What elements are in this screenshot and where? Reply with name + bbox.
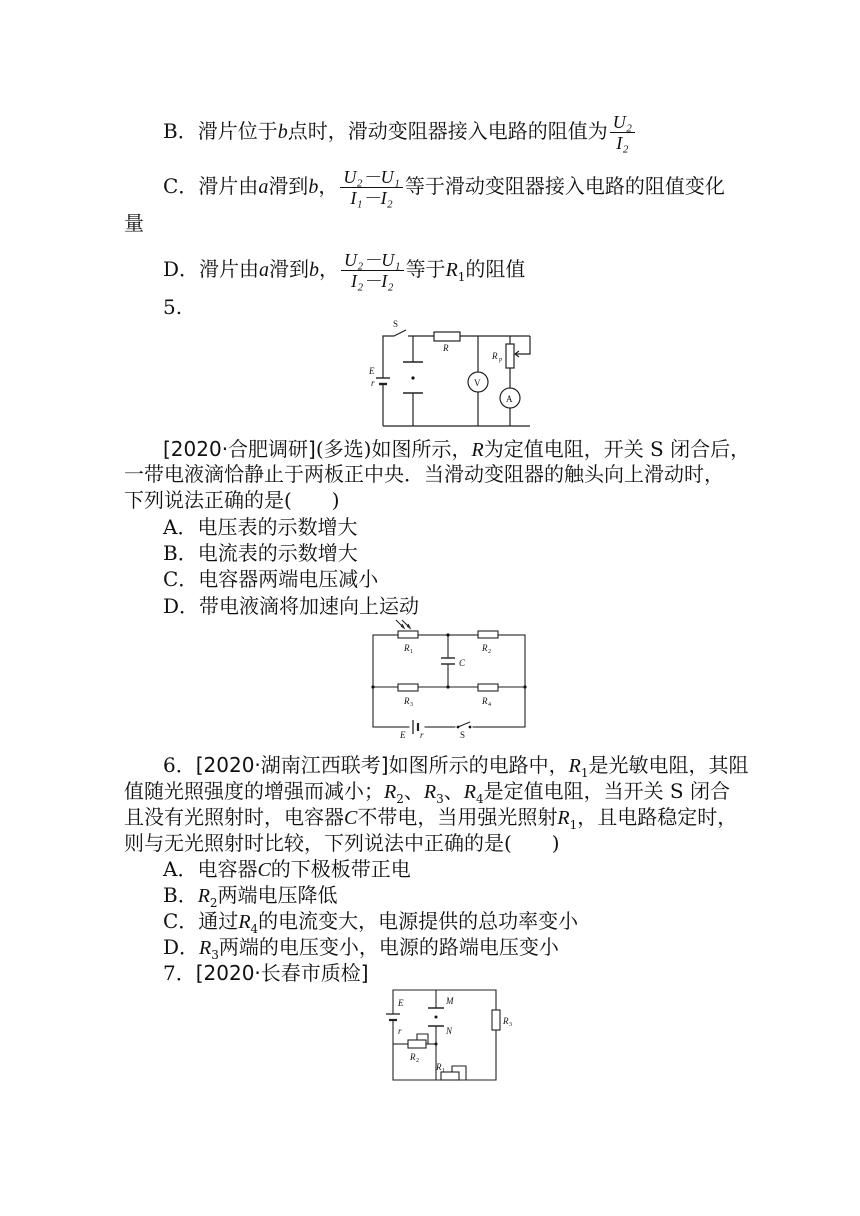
q4-option-c: C．滑片由a滑到b， $\frac{\text{U₂－U₁}}{\text{I₁－I₂}}$ 等于滑动变阻器接入电路的阻值变化 [163, 167, 725, 208]
q6-stem-line-3: 且没有光照射时，电容器C不带电，当用强光照射$R_1$，且电路稳定时， [124, 805, 738, 832]
q6-stem-line-4: 则与无光照射时比较，下列说法中正确的是( ) [124, 831, 560, 855]
q5-stem-line-3: 下列说法正确的是( ) [124, 488, 340, 512]
droplet-dot [411, 376, 414, 379]
svg-text:p: p [499, 357, 502, 363]
q6-option-c: C．通过$R_4$的电流变大，电源提供的总功率变小 [163, 909, 579, 936]
svg-text:R: R [503, 1016, 509, 1026]
resistor-r [434, 332, 460, 341]
svg-text:r: r [398, 1026, 402, 1036]
q6-circuit-diagram [366, 618, 532, 738]
q5-option-b: B．电流表的示数增大 [163, 541, 358, 565]
fraction-du-di: $\frac{\text{U₂－U₁}}{\text{I₁－I₂}}$ [340, 167, 403, 208]
q5-option-c: C．电容器两端电压减小 [163, 567, 379, 591]
q6-option-b: B．$R_2$两端电压降低 [163, 883, 338, 910]
q7-stem-line-1: 7．[2020·长春市质检] [163, 961, 369, 985]
svg-text:3: 3 [410, 702, 413, 708]
svg-text:A: A [506, 394, 513, 404]
svg-text:N: N [446, 1026, 453, 1036]
svg-text:S: S [460, 730, 466, 738]
q5-stem-line-2: 一带电液滴恰静止于两板正中央．当滑动变阻器的触头向上滑动时， [124, 462, 724, 486]
fraction-u2-i2: $\frac{\text{U₂}}{\text{I₂}}$ [610, 112, 635, 153]
q4-option-b: B．滑片位于b点时，滑动变阻器接入电路的阻值为 $\frac{\text{U₂}}{\text{I₂}}$ [163, 112, 637, 153]
svg-text:2: 2 [416, 1058, 419, 1064]
svg-text:r: r [420, 730, 424, 738]
q6-option-a: A．电容器C的下极板带正电 [163, 857, 411, 881]
q5-number: 5. [163, 295, 183, 319]
svg-text:1: 1 [442, 1068, 445, 1074]
q4-option-c-continued: 量 [124, 211, 144, 235]
svg-text:R: R [492, 351, 498, 361]
svg-text:S: S [393, 319, 399, 329]
q5-option-d: D．带电液滴将加速向上运动 [163, 594, 420, 618]
svg-text:C: C [459, 658, 466, 668]
q6-stem-line-1: 6．[2020·湖南江西联考]如图所示的电路中，$R_1$是光敏电阻，其阻 [163, 753, 749, 780]
svg-text:R: R [404, 696, 410, 706]
svg-text:R: R [410, 1052, 416, 1062]
q6-option-d: D．$R_3$两端的电压变小，电源的路端电压变小 [163, 935, 559, 962]
svg-text:E: E [369, 366, 375, 376]
svg-text:3: 3 [509, 1022, 512, 1028]
var-b: b [277, 121, 288, 143]
rheostat-rp [506, 344, 514, 368]
q5-option-a: A．电压表的示数增大 [163, 515, 358, 539]
svg-text:R: R [404, 643, 410, 653]
svg-text:4: 4 [488, 702, 491, 708]
q5-circuit-diagram [366, 318, 536, 430]
q4-option-d: D．滑片由a滑到b， $\frac{\text{U₂－U₁}}{\text{I₂－I₂}}$ 等于$R_1$的阻值 [163, 250, 526, 291]
svg-text:E: E [398, 998, 404, 1008]
svg-text:E: E [400, 730, 406, 738]
svg-text:R: R [482, 696, 488, 706]
q7-circuit-diagram [384, 984, 520, 1084]
q6-stem-line-2: 值随光照强度的增强而减小；$R_2$、$R_3$、$R_4$是定值电阻，当开关 S 闭合 [124, 779, 730, 806]
svg-text:2: 2 [488, 649, 491, 655]
fraction-du-di-2: $\frac{\text{U₂－U₁}}{\text{I₂－I₂}}$ [341, 250, 404, 291]
q5-stem-line-1: [2020·合肥调研](多选)如图所示，R为定值电阻，开关 S 闭合后， [163, 437, 751, 461]
svg-text:V: V [474, 378, 481, 388]
svg-text:1: 1 [410, 649, 413, 655]
svg-text:R: R [443, 343, 449, 353]
svg-text:M: M [446, 996, 454, 1006]
svg-text:R: R [482, 643, 488, 653]
svg-text:r: r [371, 378, 375, 388]
svg-text:R: R [436, 1062, 442, 1072]
